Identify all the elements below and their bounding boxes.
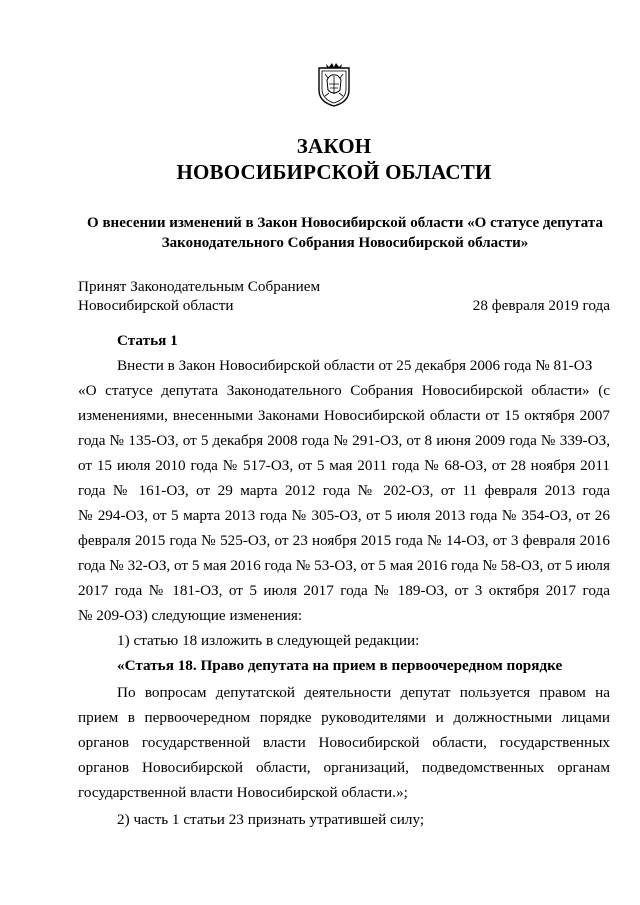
article-1-line: 2017 года № 181-ОЗ, от 5 июля 2017 года № 189-ОЗ, от 3 октября 2017 года <box>78 582 610 599</box>
law-region-title: НОВОСИБИРСКОЙ ОБЛАСТИ <box>176 160 492 184</box>
article-1-line: года № 32-ОЗ, от 5 мая 2016 года № 53-ОЗ, от 5 мая 2016 года № 58-ОЗ, от 5 июля <box>78 557 610 574</box>
article-1-line: года № 161-ОЗ, от 29 марта 2012 года № 202-ОЗ, от 11 февраля 2013 года <box>78 482 610 499</box>
article-1-line: Внести в Закон Новосибирской области от 25 декабря 2006 года № 81-ОЗ <box>117 357 593 374</box>
article-18-line: прием в первоочередном порядке руководителями и должностными лицами <box>78 709 610 726</box>
article-1-line: «О статусе депутата Законодательного Собрания Новосибирской области» (с <box>78 382 610 399</box>
law-title: ЗАКОН <box>296 134 372 158</box>
article-18-line: органов Новосибирской области, организаций, подведомственных органам <box>78 759 610 776</box>
article-18-line: По вопросам депутатской деятельности депутат пользуется правом на <box>117 684 610 701</box>
article-18-heading: «Статья 18. Право депутата на прием в первоочередном порядке <box>117 657 563 674</box>
article-1-line: изменениями, внесенными Законами Новосибирской области от 15 октября 2007 <box>78 407 610 424</box>
adoption-body-line-1: Принят Законодательным Собранием <box>78 278 321 295</box>
law-subtitle-line-1: О внесении изменений в Закон Новосибирской области «О статусе депутата <box>87 215 603 231</box>
law-subtitle-line-2: Законодательного Собрания Новосибирской области» <box>161 235 529 251</box>
item-1: 1) статью 18 изложить в следующей редакции: <box>117 632 420 649</box>
adoption-date: 28 февраля 2019 года <box>472 297 610 314</box>
article-1-line: № 209-ОЗ) следующие изменения: <box>78 607 303 624</box>
article-1-line: от 15 июля 2010 года № 517-ОЗ, от 5 мая 2011 года № 68-ОЗ, от 28 ноября 2011 <box>78 457 610 474</box>
article-1-heading: Статья 1 <box>117 332 178 349</box>
adoption-body-line-2: Новосибирской области <box>78 297 234 314</box>
article-1-line: февраля 2015 года № 525-ОЗ, от 23 ноября 2015 года № 14-ОЗ, от 3 февраля 2016 <box>78 532 610 549</box>
article-18-line: государственной власти Новосибирской области.»; <box>78 784 408 801</box>
article-1-line: № 294-ОЗ, от 5 марта 2013 года № 305-ОЗ, от 5 июля 2013 года № 354-ОЗ, от 26 <box>78 507 610 524</box>
item-2: 2) часть 1 статьи 23 признать утратившей силу; <box>117 811 425 828</box>
article-18-line: органов государственной власти Новосибирской области, государственных <box>78 734 610 751</box>
article-1-line: года № 135-ОЗ, от 5 декабря 2008 года № 291-ОЗ, от 8 июня 2009 года № 339-ОЗ, <box>78 432 610 449</box>
coat-of-arms-icon <box>316 60 352 108</box>
